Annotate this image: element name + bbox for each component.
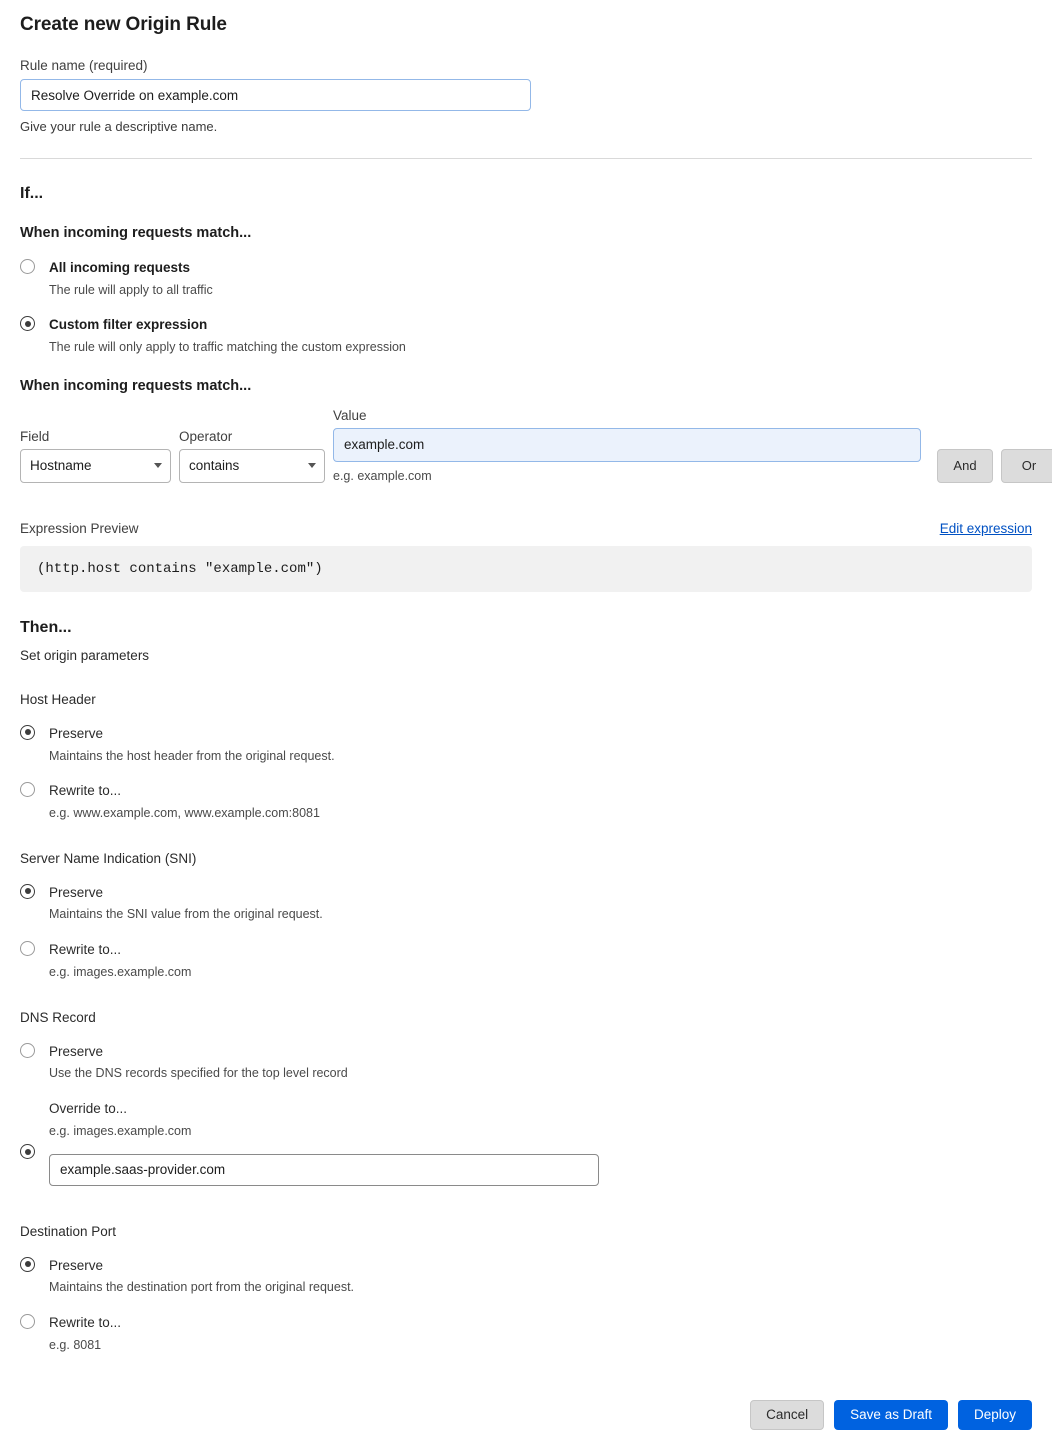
section-divider (20, 158, 1032, 159)
radio-icon[interactable] (20, 259, 35, 274)
operator-column (179, 429, 325, 483)
field-label: Field (20, 428, 50, 444)
dns-override-input[interactable] (49, 1154, 599, 1186)
radio-icon[interactable] (20, 782, 35, 797)
form-actions (20, 1400, 1032, 1450)
radio-label: All incoming requests (49, 260, 191, 275)
sni-preserve-option[interactable] (20, 882, 1032, 923)
expression-builder-row (20, 407, 1037, 483)
then-subheading: Set origin parameters (20, 647, 150, 663)
field-column (20, 429, 171, 483)
host-header-rewrite-option[interactable] (20, 780, 1032, 821)
deploy-button[interactable]: Deploy (958, 1400, 1032, 1430)
cancel-button[interactable]: Cancel (750, 1400, 824, 1430)
radio-label: Custom filter expression (49, 317, 208, 333)
value-column (333, 408, 921, 483)
radio-description: Maintains the destination port from the original request. (49, 1280, 355, 1295)
destination-port-rewrite-option[interactable] (20, 1312, 1032, 1353)
radio-icon[interactable] (20, 941, 35, 956)
value-label: Value (333, 407, 367, 423)
rule-name-input[interactable] (20, 79, 531, 111)
dns-override-option[interactable] (20, 1098, 1032, 1185)
expression-preview-box: (http.host contains "example.com") (20, 546, 1032, 592)
radio-label: Rewrite to... (49, 1315, 122, 1331)
builder-heading: When incoming requests match... (20, 377, 252, 394)
destination-port-label: Destination Port (20, 1223, 117, 1239)
radio-icon[interactable] (20, 1314, 35, 1329)
destination-port-preserve-option[interactable] (20, 1255, 1032, 1296)
dns-preserve-option[interactable] (20, 1041, 1032, 1082)
radio-label: Preserve (49, 725, 104, 741)
match-heading: When incoming requests match... (20, 225, 252, 241)
page-title: Create new Origin Rule (20, 14, 227, 35)
host-header-label: Host Header (20, 691, 96, 707)
save-as-draft-button[interactable]: Save as Draft (834, 1400, 948, 1430)
radio-icon[interactable] (20, 1144, 35, 1159)
radio-description: Maintains the SNI value from the original request. (49, 907, 323, 922)
radio-all-incoming-requests[interactable] (20, 257, 1032, 298)
radio-label: Override to... (49, 1101, 128, 1117)
radio-description: e.g. images.example.com (49, 1123, 192, 1138)
rule-name-help: Give your rule a descriptive name. (20, 119, 218, 134)
operator-label: Operator (179, 428, 233, 444)
value-help: e.g. example.com (333, 468, 432, 483)
radio-label: Preserve (49, 884, 104, 900)
radio-label: Rewrite to... (49, 942, 122, 958)
field-select[interactable] (20, 449, 171, 483)
value-input[interactable] (333, 428, 921, 462)
radio-icon[interactable] (20, 884, 35, 899)
if-heading: If... (20, 185, 44, 202)
radio-icon[interactable] (20, 1043, 35, 1058)
radio-description: e.g. www.example.com, www.example.com:8081 (49, 806, 320, 820)
radio-icon[interactable] (20, 1257, 35, 1272)
and-button[interactable]: And (937, 449, 993, 483)
radio-description: Use the DNS records specified for the top level record (49, 1066, 348, 1081)
host-header-preserve-option[interactable] (20, 723, 1032, 764)
sni-rewrite-option[interactable] (20, 939, 1032, 980)
radio-icon[interactable] (20, 316, 35, 331)
radio-label: Rewrite to... (49, 783, 122, 799)
radio-description: The rule will only apply to traffic matching the custom expression (49, 340, 406, 355)
radio-description: e.g. images.example.com (49, 964, 192, 979)
radio-description: The rule will apply to all traffic (49, 282, 213, 297)
rule-name-group (20, 58, 1032, 134)
radio-description: e.g. 8081 (49, 1337, 102, 1352)
radio-icon[interactable] (20, 725, 35, 740)
expression-preview-label: Expression Preview (20, 520, 139, 536)
then-heading: Then... (20, 618, 72, 636)
radio-custom-filter-expression[interactable] (20, 314, 1032, 355)
edit-expression-link[interactable]: Edit expression (939, 520, 1032, 536)
operator-select[interactable] (179, 449, 325, 483)
expression-preview-header (20, 521, 1032, 536)
or-button[interactable]: Or (1001, 449, 1052, 483)
sni-label: Server Name Indication (SNI) (20, 850, 197, 866)
dns-record-label: DNS Record (20, 1009, 96, 1025)
radio-label: Preserve (49, 1043, 104, 1059)
radio-description: Maintains the host header from the original request. (49, 748, 335, 763)
radio-label: Preserve (49, 1257, 104, 1273)
rule-name-label: Rule name (required) (20, 58, 148, 73)
